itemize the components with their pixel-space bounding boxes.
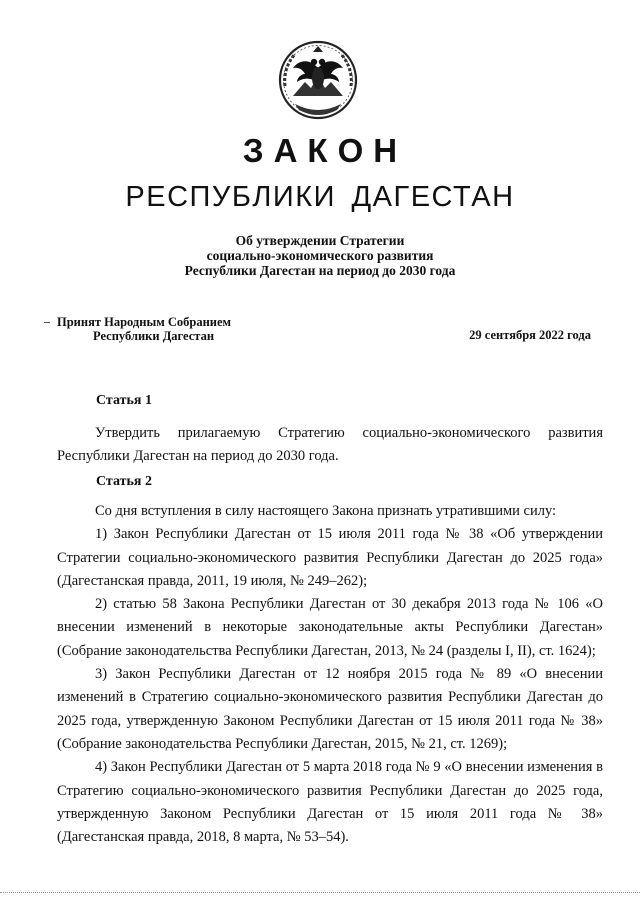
article-heading: Статья 1	[96, 393, 152, 408]
subject-line: социально-экономического развития	[206, 248, 434, 263]
article-paragraph: 2) статью 58 Закона Республики Дагестан от 30 декабря 2013 года № 106 «О внесении изменений в некоторые законодательные акты Республики Дагестан» (Собрание законодательства Республики Дагестан, 2013, № 24 (разделы I, II), ст. 1624);	[57, 596, 603, 659]
article-paragraph: Со дня вступления в силу настоящего Закона признать утратившими силу:	[95, 503, 557, 519]
article-heading: Статья 2	[96, 474, 152, 489]
subject-line: Республики Дагестан на период до 2030 года	[184, 263, 456, 278]
adoption-authority	[57, 315, 231, 343]
adoption-line: Республики Дагестан	[93, 329, 215, 343]
document-type-title: ЗАКОН	[242, 132, 408, 169]
article-body	[57, 500, 603, 849]
article-paragraph: 1) Закон Республики Дагестан от 15 июля 2011 года № 38 «Об утверждении Стратегии социально-экономического развития Республики Дагестан до 2025 года» (Дагестанская правда, 2011, 19 июля, № 249–262);	[57, 526, 603, 589]
article-paragraph: 3) Закон Республики Дагестан от 12 ноября 2015 года № 89 «О внесении изменений в Стратегию социально-экономического развития Республики Дагестан до 2025 года, утвержденную Законом Республики Дагестан от 15 июля 2011 года № 38» (Собрание законодательства Республики Дагестан, 2015, № 21, ст. 1269);	[57, 666, 603, 752]
margin-mark	[44, 322, 50, 323]
page-bottom-edge	[0, 892, 640, 894]
subject-line: Об утверждении Стратегии	[235, 233, 405, 248]
article-paragraph: Утвердить прилагаемую Стратегию социально-экономического развития Республики Дагестан на период до 2030 года.	[57, 425, 603, 465]
law-subject	[0, 233, 640, 278]
article-body	[57, 422, 603, 469]
article-paragraph: 4) Закон Республики Дагестан от 5 марта 2018 года № 9 «О внесении изменения в Стратегию социально-экономического развития Республики Дагестан до 2025 года, утвержденную Законом Республики Дагестан от 15 июля 2011 года № 38» (Дагестанская правда, 2018, 8 марта, № 53–54).	[57, 759, 603, 846]
adoption-line: Принят Народным Собранием	[57, 315, 232, 329]
republic-title: РЕСПУБЛИКИ ДАГЕСТАН	[125, 181, 515, 213]
dagestan-coat-of-arms-icon	[275, 38, 361, 122]
adoption-date: 29 сентября 2022 года	[469, 328, 591, 342]
